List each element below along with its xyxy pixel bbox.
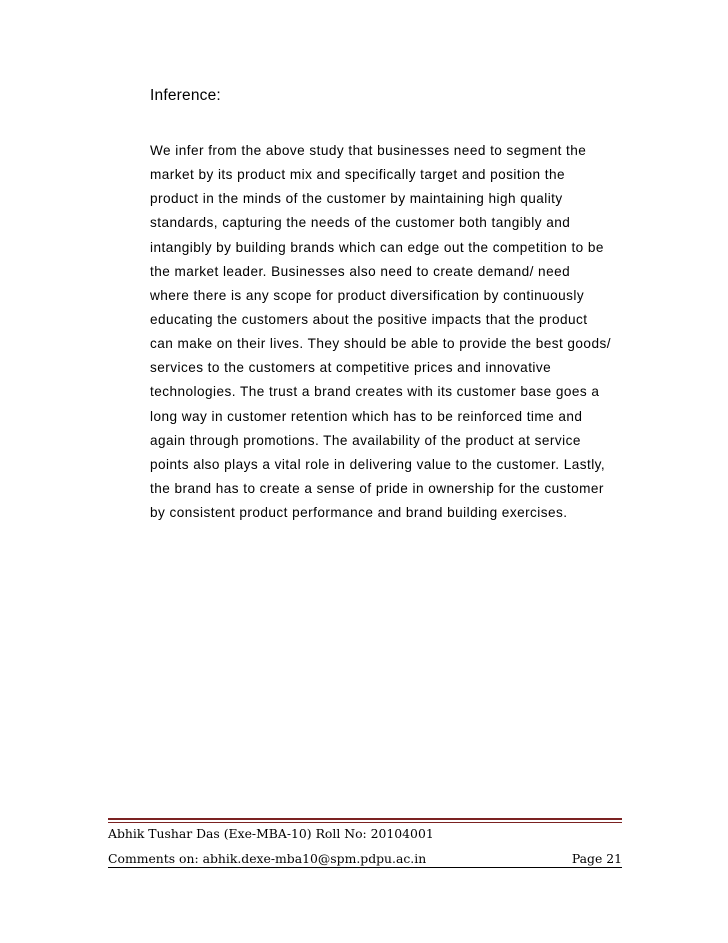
footer-rule-thin: [108, 822, 622, 823]
paragraph-line: long way in customer retention which has to be reinforced time and: [150, 408, 583, 424]
paragraph-line: intangibly by building brands which can edge out the competition to be: [150, 239, 604, 255]
section-heading: Inference:: [150, 87, 221, 104]
paragraph-line: can make on their lives. They should be able to provide the best goods/: [150, 336, 611, 352]
paragraph-line: again through promotions. The availability of the product at service: [150, 432, 581, 448]
paragraph-line: standards, capturing the needs of the customer both tangibly and: [150, 215, 571, 231]
paragraph-line: product in the minds of the customer by maintaining high quality: [150, 191, 563, 207]
inference-paragraph: [150, 141, 640, 527]
paragraph-line: points also plays a vital role in delivering value to the customer. Lastly,: [150, 456, 606, 472]
paragraph-line: services to the customers at competitive prices and innovative: [150, 360, 552, 376]
paragraph-line: by consistent product performance and brand building exercises.: [150, 505, 568, 521]
footer-author-line: Abhik Tushar Das (Exe-MBA-10) Roll No: 20104001: [108, 826, 434, 841]
paragraph-line: technologies. The trust a brand creates with its customer base goes a: [150, 384, 600, 400]
paragraph-line: market by its product mix and specifically target and position the: [150, 167, 566, 183]
paragraph-line: We infer from the above study that businesses need to segment the: [150, 143, 587, 158]
footer-rule-thick: [108, 818, 622, 820]
page-footer: [108, 818, 622, 868]
footer-comments-row: [108, 851, 622, 868]
page-number: Page 21: [571, 851, 622, 866]
paragraph-line: educating the customers about the positive impacts that the product: [150, 311, 588, 327]
footer-underline: [108, 867, 622, 868]
paragraph-line: the brand has to create a sense of pride in ownership for the customer: [150, 480, 604, 496]
footer-comments-email: Comments on: abhik.dexe-mba10@spm.pdpu.ac.in: [108, 851, 427, 866]
paragraph-line: where there is any scope for product diversification by continuously: [150, 287, 585, 303]
footer-rule: [108, 818, 622, 823]
paragraph-line: the market leader. Businesses also need to create demand/ need: [150, 263, 571, 279]
